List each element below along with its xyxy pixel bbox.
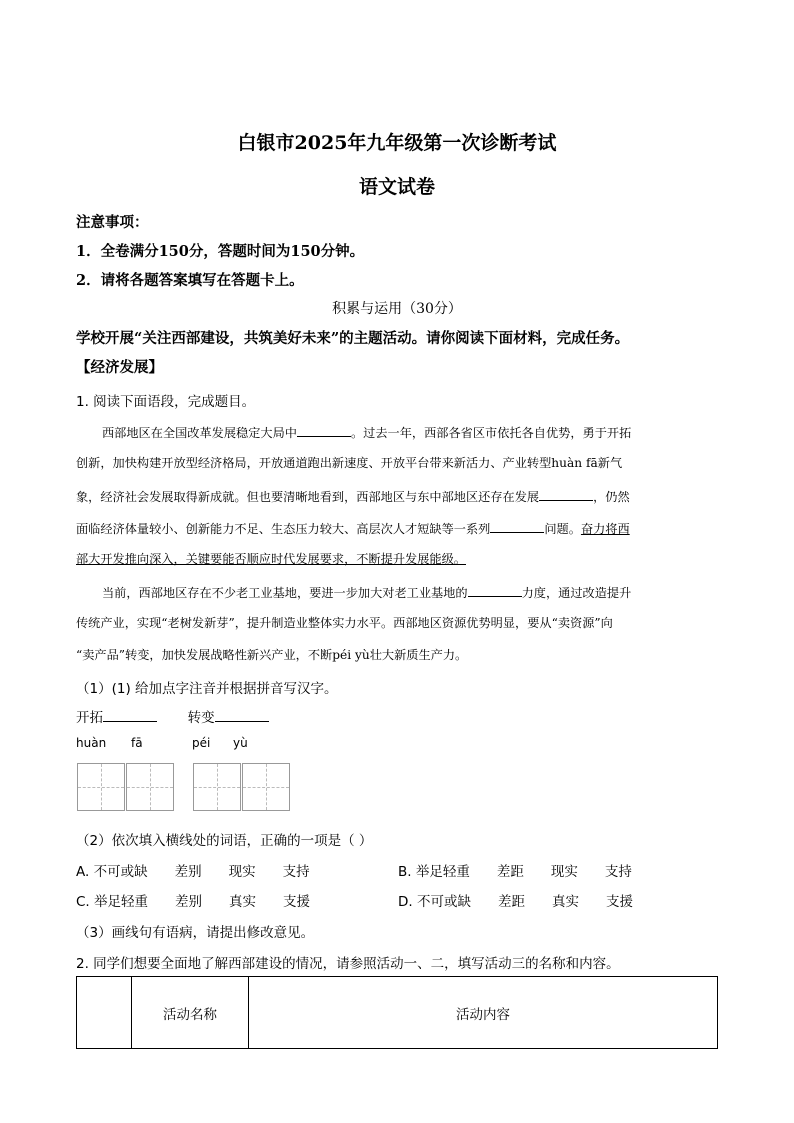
blank-3 bbox=[490, 518, 544, 533]
sub-question-2: （2）依次填入横线处的词语，正确的一项是（ ） bbox=[76, 833, 373, 849]
notes-heading: 注意事项： bbox=[76, 214, 149, 231]
blank-4 bbox=[468, 582, 522, 597]
passage-line-4: 面临经济体量较小、创新能力不足、生态压力较大、高层次人才短缺等一系列 问题。奋力将西 bbox=[76, 518, 630, 537]
tianzige-box-3[interactable] bbox=[193, 763, 241, 811]
table-header-row bbox=[77, 977, 718, 1049]
exam-title: 白银市2025年九年级第一次诊断考试 bbox=[237, 132, 557, 154]
passage-line-6: 当前，西部地区存在不少老工业基地，要进一步加大对老工业基地的 力度，通过改造提升 bbox=[102, 582, 631, 601]
pinyin-3: péi bbox=[192, 736, 211, 750]
pinyin-4: yù bbox=[233, 736, 248, 750]
underlined-sentence-start: 奋力将西 bbox=[580, 522, 630, 536]
table-header-content: 活动内容 bbox=[249, 977, 718, 1049]
tianzige-box-1[interactable] bbox=[77, 763, 125, 811]
passage-line-3: 象，经济社会发展取得新成就。但也要清晰地看到，西部地区与东中部地区还存在发展 ，仍然 bbox=[76, 486, 630, 505]
passage-line-1: 西部地区在全国改革发展稳定大局中 。过去一年，西部各省区市依托各自优势，勇于开拓 bbox=[102, 422, 631, 441]
pinyin-1: huàn bbox=[76, 736, 107, 750]
blank-1 bbox=[297, 422, 351, 437]
tianzige-box-2[interactable] bbox=[126, 763, 174, 811]
pinyin-2: fā bbox=[131, 736, 143, 750]
option-d[interactable]: D. 不可或缺 差距 真实 支援 bbox=[398, 894, 633, 910]
activity-intro: 学校开展“关注西部建设，共筑美好未来”的主题活动。请你阅读下面材料，完成任务。 bbox=[76, 330, 630, 347]
passage-line-2: 创新，加快构建开放型经济格局，开放通道跑出新速度、开放平台带来新活力、产业转型huàn fā新气 bbox=[76, 456, 623, 470]
table-header-name: 活动名称 bbox=[132, 977, 249, 1049]
blank-2 bbox=[539, 486, 593, 501]
note-item-2: 2．请将各题答案填写在答题卡上。 bbox=[76, 272, 304, 289]
option-b[interactable]: B. 举足轻重 差距 现实 支持 bbox=[398, 864, 632, 880]
question-1-stem: 1. 阅读下面语段，完成题目。 bbox=[76, 394, 256, 410]
underlined-sentence: 部大开发推向深入，关键要能否顺应时代发展要求，不断提升发展能级。 bbox=[76, 552, 466, 566]
subsection-heading: 【经济发展】 bbox=[76, 359, 163, 376]
activity-table bbox=[76, 976, 718, 1049]
fill-row: 开拓 转变 bbox=[76, 706, 269, 726]
option-c[interactable]: C. 举足轻重 差别 真实 支援 bbox=[76, 894, 311, 910]
sub-question-3: （3）画线句有语病，请提出修改意见。 bbox=[76, 925, 315, 941]
sub-question-1: （1）(1) 给加点字注音并根据拼音写汉字。 bbox=[76, 681, 338, 697]
passage-line-7: 传统产业，实现“老树发新芽”，提升制造业整体实力水平。西部地区资源优势明显，要从“卖资源”向 bbox=[76, 616, 613, 630]
tianzige-box-4[interactable] bbox=[242, 763, 290, 811]
exam-subtitle: 语文试卷 bbox=[358, 176, 435, 198]
note-item-1: 1．全卷满分150分，答题时间为150分钟。 bbox=[76, 243, 365, 260]
answer-blank-a[interactable] bbox=[103, 707, 157, 722]
passage-line-8: “卖产品”转变，加快发展战略性新兴产业，不断péi yù壮大新质生产力。 bbox=[76, 648, 468, 662]
table-cell-index bbox=[77, 977, 132, 1049]
question-2-stem: 2. 同学们想要全面地了解西部建设的情况，请参照活动一、二，填写活动三的名称和内容。 bbox=[76, 956, 620, 972]
option-a[interactable]: A. 不可或缺 差别 现实 支持 bbox=[76, 864, 310, 880]
section-heading: 积累与运用（30分） bbox=[332, 301, 462, 317]
answer-blank-b[interactable] bbox=[215, 707, 269, 722]
